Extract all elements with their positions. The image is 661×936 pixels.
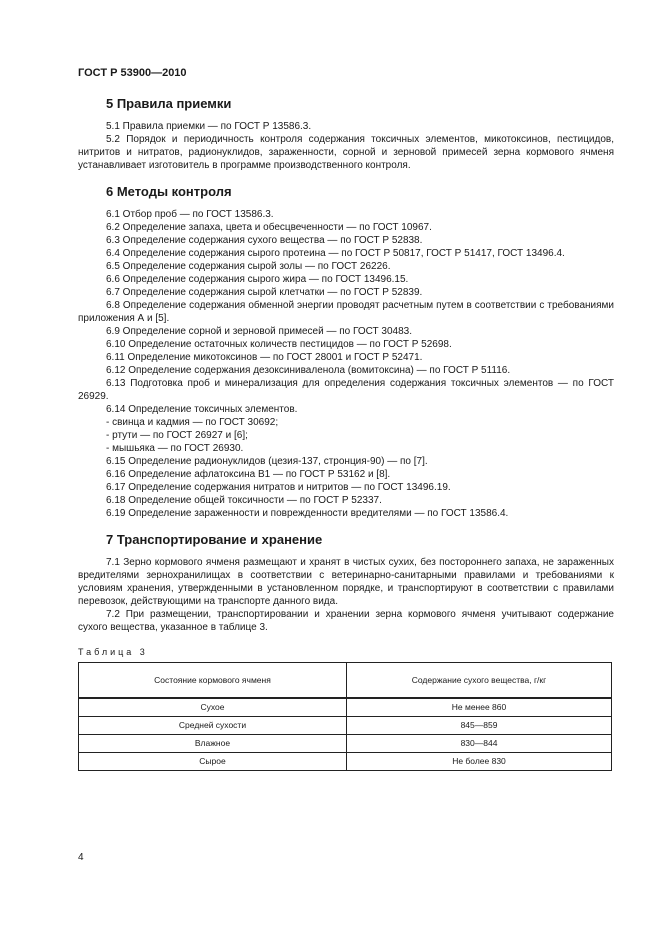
table-caption: Таблица 3 — [78, 647, 148, 657]
list-item: 6.8 Определение содержания обменной энергии проводят расчетным путем в соответствии с требованиями приложения А и [5]. — [78, 300, 614, 324]
list-item: 6.10 Определение остаточных количеств пестицидов — по ГОСТ Р 52698. — [106, 339, 452, 350]
table-row — [79, 717, 612, 735]
list-item: 6.11 Определение микотоксинов — по ГОСТ 28001 и ГОСТ Р 52471. — [106, 352, 423, 363]
section-5-title: 5 Правила приемки — [106, 96, 232, 111]
list-item: 6.18 Определение общей токсичности — по ГОСТ Р 52337. — [106, 495, 382, 506]
list-item: 6.3 Определение содержания сухого вещества — по ГОСТ Р 52838. — [106, 235, 423, 246]
list-item: 6.9 Определение сорной и зерновой примесей — по ГОСТ 30483. — [106, 326, 412, 337]
section-7-paragraph-1: 7.1 Зерно кормового ячменя размещают и хранят в чистых сухих, без постороннего запаха, не зараженных вредителями зернохранилищах в соответствии с ветеринарно-санитарными правилами и требованиями к условиям хранения, утвержденными в установленном порядке, и транспортируют в соответствии с правилами перевозок, действующими на транспорте данного вида. — [78, 557, 614, 607]
list-item: 6.7 Определение содержания сырой клетчатки — по ГОСТ Р 52839. — [106, 287, 423, 298]
list-item: - свинца и кадмия — по ГОСТ 30692; — [106, 417, 279, 428]
list-item: 6.1 Отбор проб — по ГОСТ 13586.3. — [106, 209, 274, 220]
table-header-row — [79, 663, 612, 699]
page-content — [78, 96, 614, 771]
table-cell: Сухое — [79, 698, 347, 717]
table-cell: 830—844 — [347, 735, 612, 753]
list-item: 6.6 Определение содержания сырого жира — по ГОСТ 13496.15. — [106, 274, 409, 285]
table-header-cell: Содержание сухого вещества, г/кг — [347, 663, 612, 699]
list-item: 6.2 Определение запаха, цвета и обесцвеченности — по ГОСТ 10967. — [106, 222, 432, 233]
table-3 — [78, 662, 612, 771]
table-cell: Не более 830 — [347, 753, 612, 771]
table-header-cell: Состояние кормового ячменя — [79, 663, 347, 699]
table-cell: Сырое — [79, 753, 347, 771]
table-cell: Не менее 860 — [347, 698, 612, 717]
list-item: 6.19 Определение зараженности и поврежденности вредителями — по ГОСТ 13586.4. — [106, 508, 509, 519]
list-item: 6.12 Определение содержания дезоксиниваленола (вомитоксина) — по ГОСТ Р 51116. — [106, 365, 511, 376]
section-7-title: 7 Транспортирование и хранение — [106, 532, 323, 547]
table-row — [79, 753, 612, 771]
list-item: 6.14 Определение токсичных элементов. — [106, 404, 298, 415]
section-5-paragraph-2: 5.2 Порядок и периодичность контроля содержания токсичных элементов, микотоксинов, пестицидов, нитритов и нитратов, радионуклидов, зараженности, сорной и зерновой примесей зерна кормового ячменя устанавливает изготовитель в программе производственного контроля. — [78, 134, 614, 171]
section-6-title: 6 Методы контроля — [106, 184, 232, 199]
table-row — [79, 735, 612, 753]
table-cell: Влажное — [79, 735, 347, 753]
section-7-paragraph-2: 7.2 При размещении, транспортировании и хранении зерна кормового ячменя учитывают содержание сухого вещества, указанное в таблице 3. — [78, 609, 614, 633]
document-code-header: ГОСТ Р 53900—2010 — [78, 67, 187, 79]
list-item: 6.17 Определение содержания нитратов и нитритов — по ГОСТ 13496.19. — [106, 482, 451, 493]
page-number: 4 — [78, 852, 84, 863]
list-item: - ртути — по ГОСТ 26927 и [6]; — [106, 430, 248, 441]
list-item: 6.4 Определение содержания сырого протеина — по ГОСТ Р 50817, ГОСТ Р 51417, ГОСТ 13496.4. — [106, 248, 565, 259]
table-cell: Средней сухости — [79, 717, 347, 735]
list-item: 6.13 Подготовка проб и минерализация для определения содержания токсичных элементов — по ГОСТ 26929. — [78, 378, 614, 402]
section-5-paragraph-1: 5.1 Правила приемки — по ГОСТ Р 13586.3. — [106, 121, 312, 132]
list-item: 6.15 Определение радионуклидов (цезия-137, стронция-90) — по [7]. — [106, 456, 428, 467]
list-item: 6.5 Определение содержания сырой золы — по ГОСТ 26226. — [106, 261, 391, 272]
list-item: - мышьяка — по ГОСТ 26930. — [106, 443, 244, 454]
list-item: 6.16 Определение афлатоксина В1 — по ГОСТ Р 53162 и [8]. — [106, 469, 391, 480]
table-row — [79, 698, 612, 717]
table-cell: 845—859 — [347, 717, 612, 735]
